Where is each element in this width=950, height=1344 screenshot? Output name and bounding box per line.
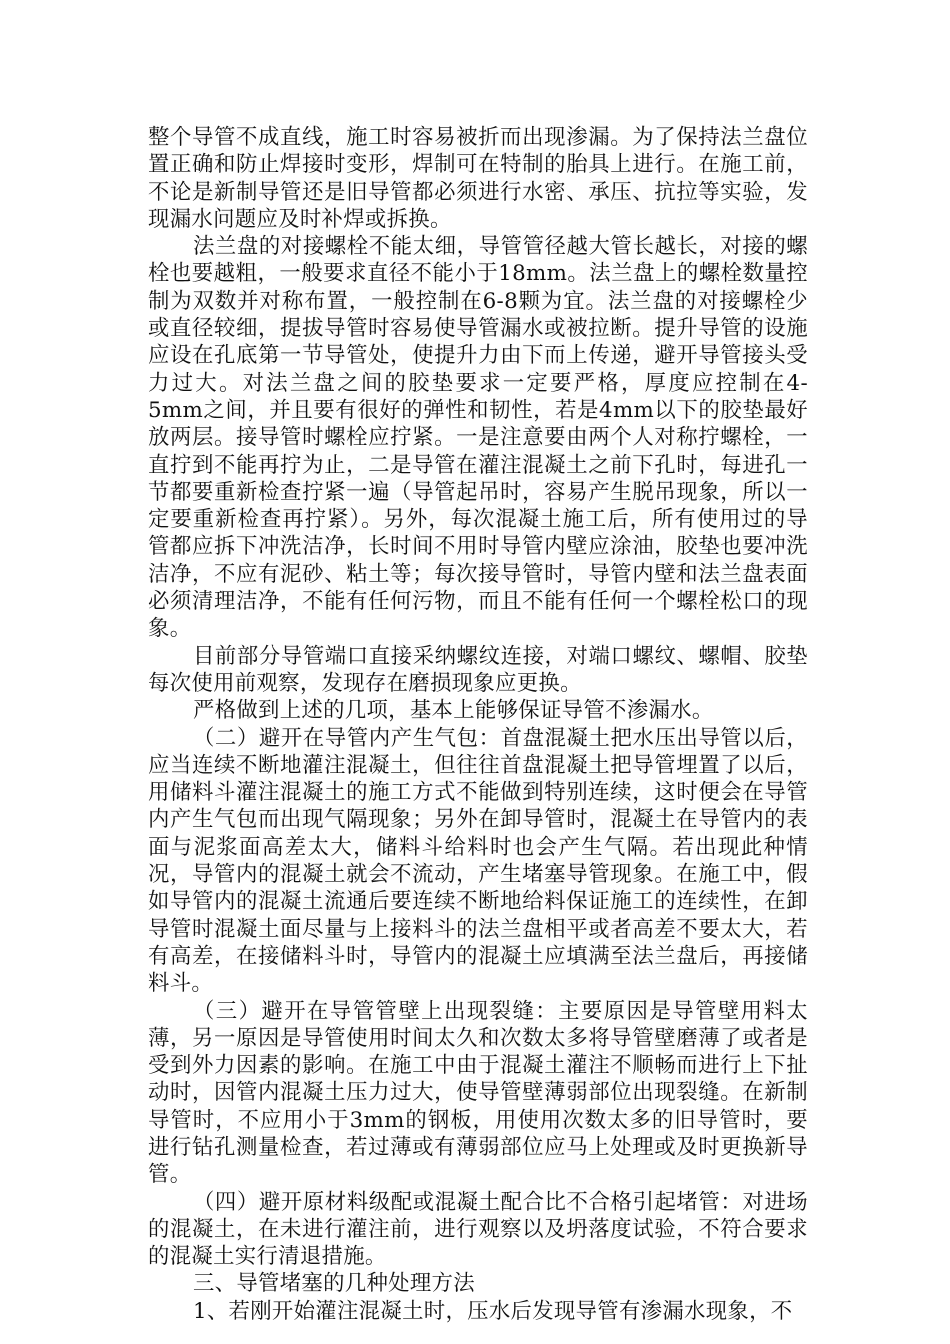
paragraph-6: （三）避开在导管管壁上出现裂缝：主要原因是导管壁用料太薄，另一原因是导管使用时间太久和次数太多将导管壁磨薄了或者是受到外力因素的影响。在施工中由于混凝土灌注不顺畅而进行上下扯动时，因管内混凝土压力过大，使导管壁薄弱部位出现裂缝。在新制导管时，不应用小于3mm的钢板，用使用次数太多的旧导管时，要进行钻孔测量检查，若过薄或有薄弱部位应马上处理或及时更换新导管。 [148,998,808,1188]
paragraph-5: （二）避开在导管内产生气包：首盘混凝土把水压出导管以后，应当连续不断地灌注混凝土，但往往首盘混凝土把导管埋置了以后，用储料斗灌注混凝土的施工方式不能做到特别连续，这时便会在导管内产生气包而出现气隔现象；另外在卸导管时，混凝土在导管内的表面与泥浆面高差太大，储料斗给料时也会产生气隔。若出现此种情况，导管内的混凝土就会不流动，产生堵塞导管现象。在施工中，假如导管内的混凝土流通后要连续不断地给料保证施工的连续性，在卸导管时混凝土面尽量与上接料斗的法兰盘相平或者高差不要太大，若有高差，在接储料斗时，导管内的混凝土应填满至法兰盘后，再接储料斗。 [148,725,808,997]
section-heading: 三、导管堵塞的几种处理方法 [192,1271,475,1297]
paragraph-8: 1、若刚开始灌注混凝土时，压水后发现导管有渗漏水现象，不 [192,1298,793,1324]
paragraph-1: 整个导管不成直线，施工时容易被折而出现渗漏。为了保持法兰盘位置正确和防止焊接时变形，焊制可在特制的胎具上进行。在施工前，不论是新制导管还是旧导管都必须进行水密、承压、抗拉等实验，发现漏水问题应及时补焊或拆换。 [148,125,808,232]
paragraph-7: （四）避开原材料级配或混凝土配合比不合格引起堵管：对进场的混凝土，在未进行灌注前，进行观察以及坍落度试验，不符合要求的混凝土实行清退措施。 [148,1189,808,1270]
document-body [148,124,808,1325]
paragraph-2: 法兰盘的对接螺栓不能太细，导管管径越大管长越长，对接的螺栓也要越粗，一般要求直径不能小于18mm。法兰盘上的螺栓数量控制为双数并对称布置，一般控制在6-8颗为宜。法兰盘的对接螺栓少或直径较细，提拔导管时容易使导管漏水或被拉断。提升导管的设施应设在孔底第一节导管处，使提升力由下而上传递，避开导管接头受力过大。对法兰盘之间的胶垫要求一定要严格，厚度应控制在4-5mm之间，并且要有很好的弹性和韧性，若是4mm以下的胶垫最好放两层。接导管时螺栓应拧紧。一是注意要由两个人对称拧螺栓，一直拧到不能再拧为止，二是导管在灌注混凝土之前下孔时，每进孔一节都要重新检查拧紧一遍（导管起吊时，容易产生脱吊现象，所以一定要重新检查再拧紧）。另外，每次混凝土施工后，所有使用过的导管都应拆下冲洗洁净，长时间不用时导管内壁应涂油，胶垫也要冲洗洁净，不应有泥砂、粘土等；每次接导管时，导管内壁和法兰盘表面必须清理洁净，不能有任何污物，而且不能有任何一个螺栓松口的现象。 [148,234,808,642]
paragraph-3: 目前部分导管端口直接采纳螺纹连接，对端口螺纹、螺帽、胶垫每次使用前观察，发现存在磨损现象应更换。 [148,643,808,696]
paragraph-4: 严格做到上述的几项，基本上能够保证导管不渗漏水。 [192,698,714,724]
